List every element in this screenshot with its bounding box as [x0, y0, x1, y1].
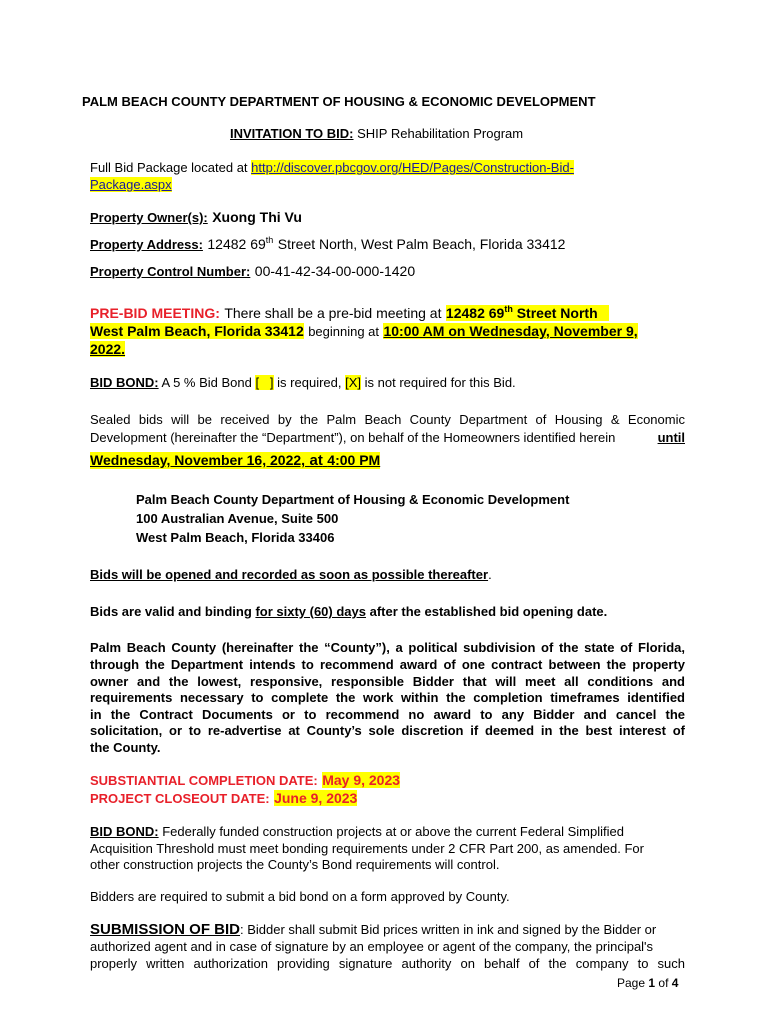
prebid-text: There shall be a pre-bid meeting at	[224, 305, 442, 321]
prebid-address-1	[446, 305, 609, 321]
bid-bond-not-required-text: is not required for this Bid.	[364, 375, 516, 390]
county-para-line-7: the County.	[90, 740, 161, 755]
bids-opened	[90, 567, 492, 582]
property-address	[90, 236, 565, 254]
bid-bond-2-line-3: other construction projects the County’s Bond requirements will control.	[90, 857, 500, 872]
submission-label: SUBMISSION OF BID	[90, 921, 241, 938]
closeout-value: June 9, 2023	[274, 790, 358, 806]
owner-label: Property Owner(s):	[90, 210, 208, 225]
property-owner	[90, 209, 302, 227]
bids-opened-text: Bids will be opened and recorded as soon as possible thereafter	[90, 567, 489, 582]
page-current: 1	[648, 976, 656, 990]
county-para-line-4: requirements necessary to complete the work within the completion timeframes identified	[90, 690, 685, 705]
sealed-bids-line-2	[90, 430, 685, 445]
bid-package-link[interactable]: http://discover.pbcgov.org/HED/Pages/Construction-Bid-	[251, 160, 574, 175]
page-word: Page	[617, 976, 646, 990]
bid-package-link-cont[interactable]: Package.aspx	[90, 177, 172, 192]
prebid-line-2	[90, 323, 638, 341]
bid-bond-required-text: is required,	[277, 375, 342, 390]
bid-bond-label: BID BOND:	[90, 375, 159, 390]
completion-label: SUBSTIANTIAL COMPLETION DATE:	[90, 773, 318, 788]
deadline-time: 4:00 PM	[327, 452, 381, 468]
invitation-to-bid	[230, 126, 523, 141]
address-rest: Street North, West Palm Beach, Florida 33412	[277, 236, 566, 252]
office-address-line-3: West Palm Beach, Florida 33406	[136, 530, 335, 545]
bids-valid-post: after the established bid opening date.	[369, 604, 608, 619]
bid-bond-line	[90, 375, 516, 390]
bids-valid-days: for sixty (60) days	[255, 604, 366, 619]
bids-opened-period: .	[488, 567, 492, 582]
submission-line-2: authorized agent and in case of signature by an employee or agent of the company, the principal's	[90, 939, 654, 954]
completion-date	[90, 772, 400, 790]
bid-bond-not-required-checkbox: [X]	[345, 375, 362, 390]
bid-deadline-highlight	[90, 452, 380, 469]
prebid-time: 10:00 AM on Wednesday, November 9,	[383, 323, 638, 339]
prebid-address-street: Street North	[516, 305, 598, 321]
bid-deadline	[90, 452, 380, 470]
address-suffix: th	[265, 235, 274, 245]
prebid-beginning: beginning at	[308, 324, 380, 339]
page-total: 4	[671, 976, 679, 990]
prebid-year: 2022.	[90, 341, 126, 357]
bid-bond-required-checkbox: [ ]	[255, 375, 274, 390]
bid-bond-2-line-1	[90, 824, 624, 839]
submission-text-1: : Bidder shall submit Bid prices written in ink and signed by the Bidder or	[240, 922, 657, 937]
address-number: 12482 69	[207, 236, 266, 252]
prebid-line-1	[90, 305, 609, 323]
of-word: of	[658, 976, 669, 990]
bid-bond-2-line-2: Acquisition Threshold must meet bonding requirements under 2 CFR Part 200, as amended. For	[90, 841, 644, 856]
page-number	[617, 976, 678, 990]
pcn-label: Property Control Number:	[90, 264, 251, 279]
sealed-bids-until: until	[657, 430, 685, 445]
office-address-line-2: 100 Australian Avenue, Suite 500	[136, 511, 339, 526]
bid-package-text: Full Bid Package located at	[90, 160, 248, 175]
completion-value: May 9, 2023	[322, 772, 401, 788]
office-address-line-1: Palm Beach County Department of Housing & Economic Development	[136, 492, 570, 507]
bid-package-line	[90, 160, 574, 175]
submission-line-1	[90, 921, 656, 938]
bid-bond-text: A 5 % Bid Bond	[161, 375, 252, 390]
bids-valid	[90, 604, 607, 619]
owner-value: Xuong Thi Vu	[212, 209, 302, 225]
county-para-line-5: in the Contract Documents or to recommend no award to any Bidder and cancel the	[90, 707, 685, 722]
pcn-value: 00-41-42-34-00-000-1420	[254, 263, 416, 279]
itb-label: INVITATION TO BID:	[230, 126, 354, 141]
prebid-address-suffix: th	[504, 304, 513, 314]
county-para-line-2: through the Department intends to recommend award of one contract between the property	[90, 657, 685, 672]
deadline-at: at	[309, 452, 323, 469]
bid-bond-2-label: BID BOND:	[90, 824, 159, 839]
department-title: PALM BEACH COUNTY DEPARTMENT OF HOUSING & ECONOMIC DEVELOPMENT	[82, 94, 596, 109]
county-para-line-1: Palm Beach County (hereinafter the “County”), a political subdivision of the state of Florida,	[90, 640, 685, 655]
county-para-line-3: owner and the lowest, responsive, responsible Bidder that will meet all conditions and	[90, 674, 685, 689]
prebid-line-3	[90, 341, 125, 359]
closeout-date	[90, 790, 357, 808]
prebid-address-number: 12482 69	[445, 305, 505, 321]
prebid-address-2: West Palm Beach, Florida 33412	[90, 323, 304, 339]
sealed-bids-text: Development (hereinafter the “Department”), on behalf of the Homeowners identified herein	[90, 430, 616, 445]
sealed-bids-line-1: Sealed bids will be received by the Palm Beach County Department of Housing & Economic	[90, 412, 685, 427]
bids-valid-pre: Bids are valid and binding	[90, 604, 252, 619]
bid-package-line-2	[90, 177, 172, 192]
bid-bond-2-text-1: Federally funded construction projects at or above the current Federal Simplified	[162, 824, 624, 839]
deadline-date: Wednesday, November 16, 2022,	[90, 452, 306, 468]
closeout-label: PROJECT CLOSEOUT DATE:	[90, 791, 270, 806]
bidders-bond-text: Bidders are required to submit a bid bond on a form approved by County.	[90, 889, 510, 904]
submission-line-3: properly written authorization providing signature authority on behalf of the company to such	[90, 956, 685, 971]
property-control-number	[90, 263, 415, 281]
itb-value: SHIP Rehabilitation Program	[357, 126, 524, 141]
county-para-line-6: solicitation, or to re-advertise at County’s sole discretion if deemed in the best interest of	[90, 723, 685, 738]
prebid-label: PRE-BID MEETING:	[90, 305, 220, 321]
address-label: Property Address:	[90, 237, 203, 252]
